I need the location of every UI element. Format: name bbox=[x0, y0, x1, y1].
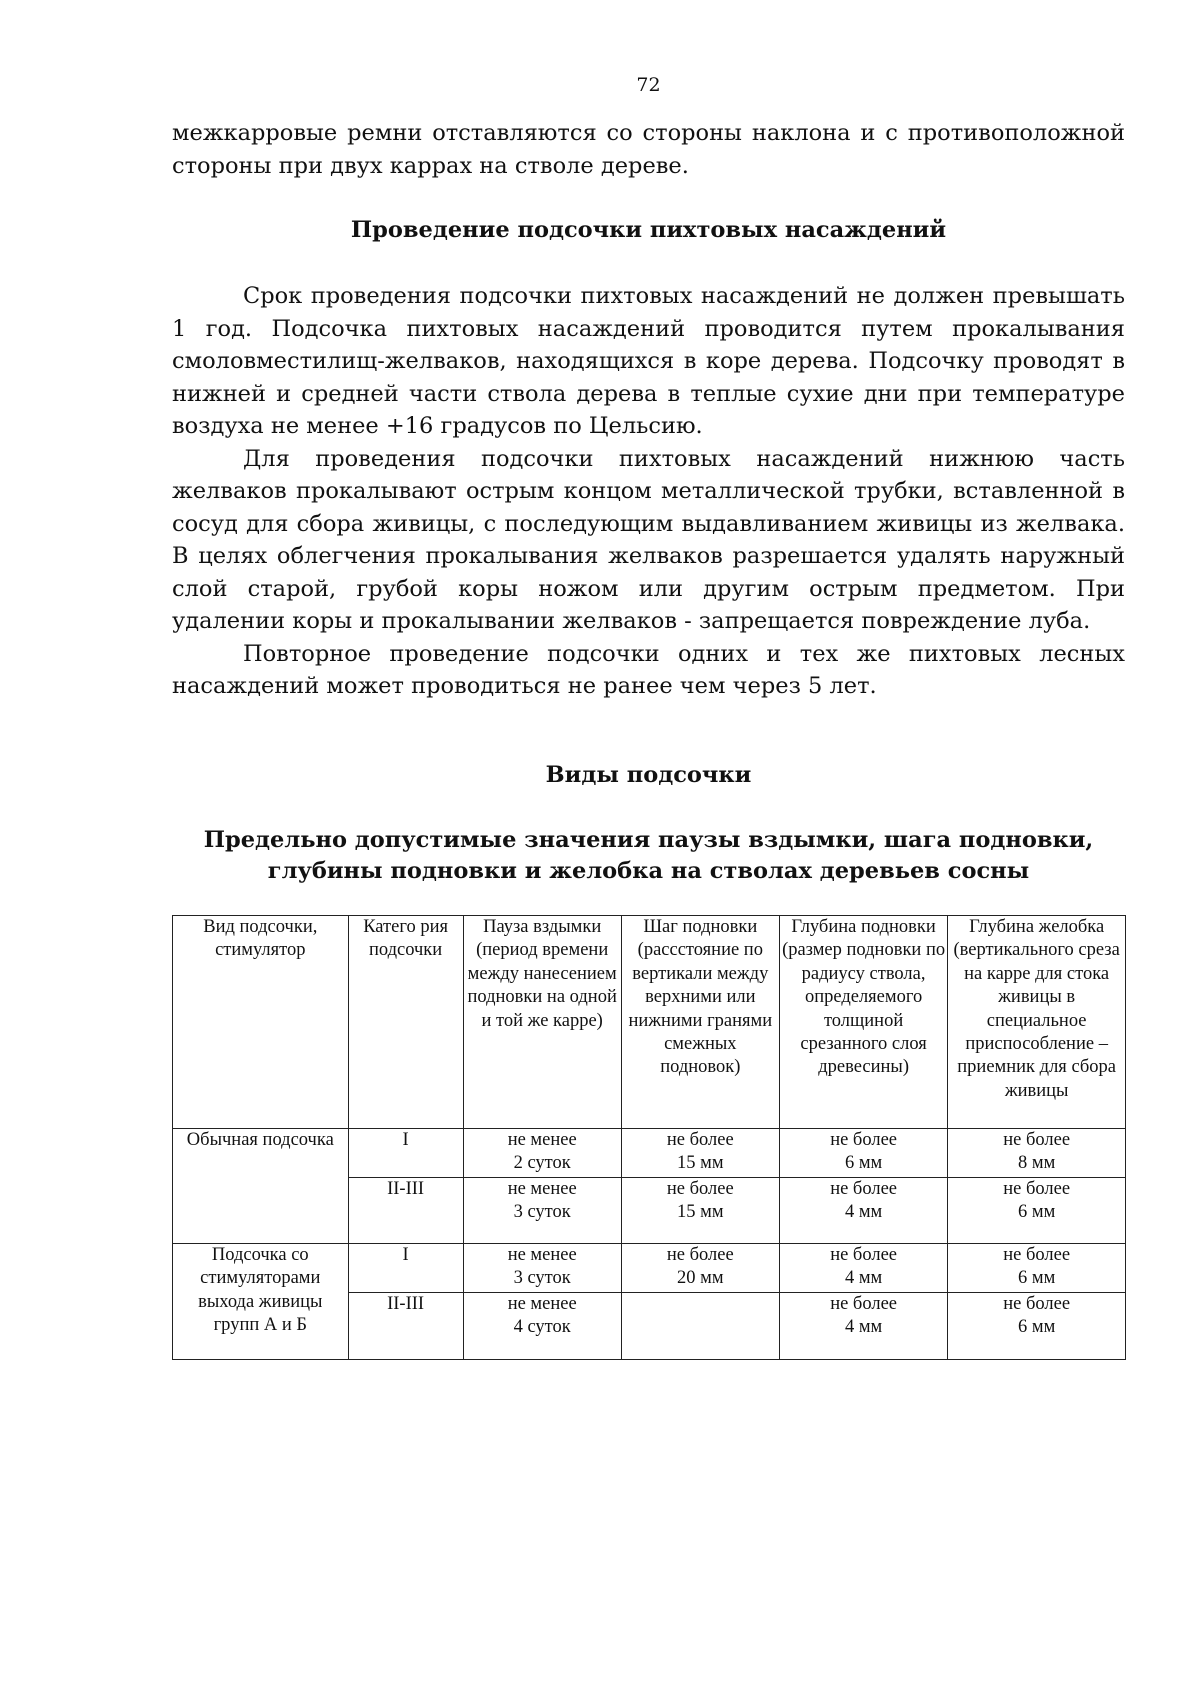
paragraph-repeat-tapping: Повторное проведение подсочки одних и тех же пихтовых лесных насаждений может проводиться не ранее чем через 5 лет. bbox=[172, 640, 1125, 699]
cell-depth: не более 4 мм bbox=[779, 1293, 947, 1360]
paragraph-tapping-method: Для проведения подсочки пихтовых насаждений нижнюю часть желваков прокалывают острым концом металлической трубки, вставленной в сосуд для сбора живицы, с последующим выдавливанием живицы из желвака. В целях облегчения прокалывания желваков разрешается удалять наружный слой старой, грубой коры ножом или другим острым предметом. При удалении коры и прокалывании желваков - запрещается повреждение луба. bbox=[172, 445, 1125, 634]
cell-groove: не более 6 мм bbox=[948, 1293, 1126, 1360]
cell-pause: не менее 4 суток bbox=[463, 1293, 621, 1360]
cell-groove: не более 8 мм bbox=[948, 1129, 1126, 1178]
cell-depth: не более 4 мм bbox=[779, 1178, 947, 1244]
cell-groove: не более 6 мм bbox=[948, 1244, 1126, 1293]
cell-step: не более 20 мм bbox=[621, 1244, 779, 1293]
header-depth: Глубина подновки (размер подновки по радиусу ствола, определяемого толщиной срезанного слоя древесины) bbox=[779, 916, 947, 1129]
header-tapping-type: Вид подсочки, стимулятор bbox=[173, 916, 349, 1129]
tapping-norms-table bbox=[172, 915, 1126, 1360]
header-category: Катего рия подсочки bbox=[348, 916, 463, 1129]
cell-category: I bbox=[348, 1129, 463, 1178]
cell-category: II-III bbox=[348, 1178, 463, 1244]
table-header-row bbox=[173, 916, 1126, 1129]
section-heading-tapping-types: Виды подсочки bbox=[545, 762, 752, 788]
cell-step: не более 15 мм bbox=[621, 1178, 779, 1244]
cell-category: II-III bbox=[348, 1293, 463, 1360]
table-row bbox=[173, 1244, 1126, 1293]
cell-pause: не менее 3 суток bbox=[463, 1178, 621, 1244]
cell-category: I bbox=[348, 1244, 463, 1293]
cell-tapping-type: Обычная подсочка bbox=[173, 1129, 349, 1244]
cell-groove: не более 6 мм bbox=[948, 1178, 1126, 1244]
table-row bbox=[173, 1129, 1126, 1178]
cell-depth: не более 4 мм bbox=[779, 1244, 947, 1293]
section-body-fir-tapping bbox=[172, 280, 1125, 703]
cell-depth: не более 6 мм bbox=[779, 1129, 947, 1178]
cell-step bbox=[621, 1293, 779, 1360]
page-number: 72 bbox=[636, 74, 661, 96]
table-title bbox=[172, 825, 1125, 887]
continuation-paragraph: межкарровые ремни отставляются со стороны наклона и с противоположной стороны при двух каррах на стволе дереве. bbox=[172, 120, 1125, 179]
section-heading-fir-tapping: Проведение подсочки пихтовых насаждений bbox=[350, 217, 947, 243]
header-pause: Пауза вздымки (период времени между нанесением подновки на одной и той же карре) bbox=[463, 916, 621, 1129]
paragraph-tapping-period: Срок проведения подсочки пихтовых насаждений не должен превышать 1 год. Подсочка пихтовых насаждений проводится путем прокалывания смоловместилищ-желваков, находящихся в коре дерева. Подсочку проводят в нижней и средней части ствола дерева в теплые сухие дни при температуре воздуха не менее +16 градусов по Цельсию. bbox=[172, 283, 1125, 439]
cell-pause: не менее 3 суток bbox=[463, 1244, 621, 1293]
header-step: Шаг подновки (расcстояние по вертикали между верхними или нижними гранями смежных подновок) bbox=[621, 916, 779, 1129]
header-groove: Глубина желобка (вертикального среза на карре для стока живицы в специальное приспособление – приемник для сбора живицы bbox=[948, 916, 1126, 1129]
table-title-line-2: глубины подновки и желобка на стволах деревьев сосны bbox=[267, 858, 1030, 884]
cell-step: не более 15 мм bbox=[621, 1129, 779, 1178]
table-title-line-1: Предельно допустимые значения паузы вздымки, шага подновки, bbox=[203, 827, 1094, 853]
cell-pause: не менее 2 суток bbox=[463, 1129, 621, 1178]
cell-tapping-type: Подсочка со стимуляторами выхода живицы групп А и Б bbox=[173, 1244, 349, 1360]
